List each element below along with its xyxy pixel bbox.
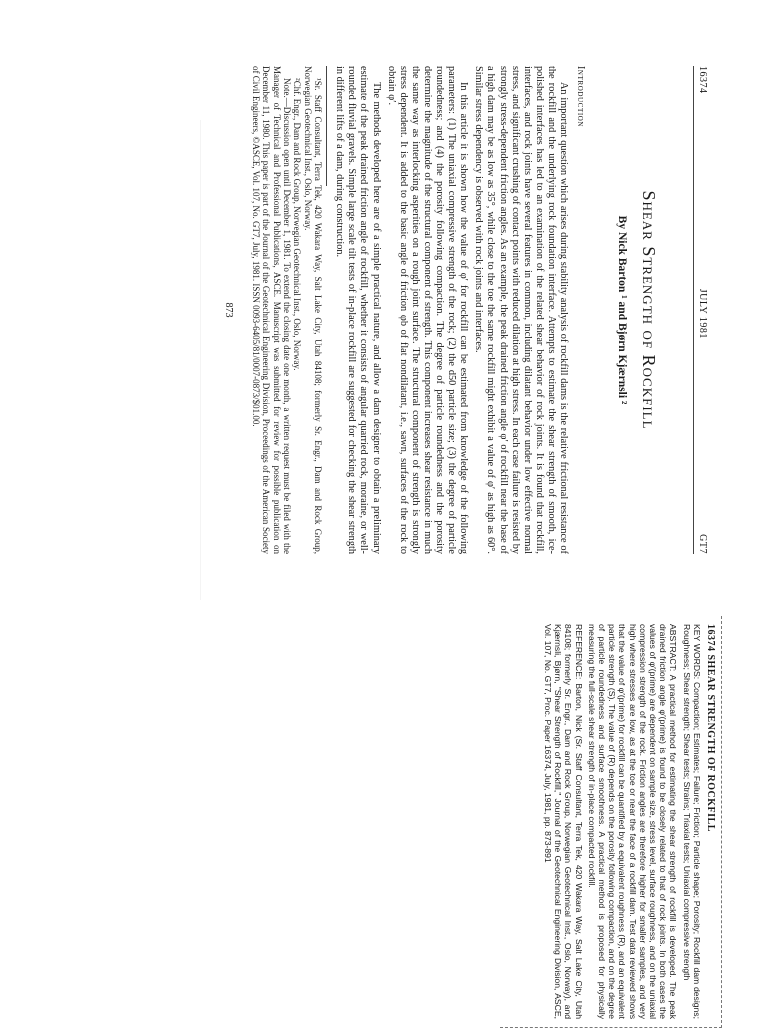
card-title: 16374 SHEAR STRENGTH OF ROCKFILL xyxy=(705,624,716,832)
abstract-card xyxy=(500,616,722,1028)
bleed-through-mark xyxy=(200,120,201,600)
footnote-divider xyxy=(326,66,327,186)
article-page xyxy=(223,0,768,620)
running-head-issue: GT7 xyxy=(697,534,708,554)
section-heading: Introduction xyxy=(575,66,586,128)
card-keywords: KEY WORDS: Compaction; Estimates; Failure; Friction; Particle shape; Porosity; Rockfill dam designs; Roughness; Shear strength; Shear tests; Strains; Triaxial tests; Uniaxial compressive strength xyxy=(681,624,702,1019)
card-abstract: ABSTRACT: A practical method for estimating the shear strength of rockfill is developed. The peak drained friction angle φ′(prime) is found to be closely related to that of rock joints. In both cases the values of φ′(prime) are dependent on sample size, stress level, surface roughness, and on the uniaxial compression strength of the rock. Friction angles are therefore higher for smaller samples, and very high where stresses are low, as at the toe or near the face of a rockfill dam. Test data reviewed shows that the value of φ′(prime) for rockfill can be quantified by a equivalent roughness (R), and an equivalent particle strength (S). The value of (R) depends on the porosity following compaction, and on the degree of particle roundedness and surface smoothness. A practical method is proposed for physically measuring the full-scale shear strength of in-place compacted rockfill. xyxy=(586,624,679,1019)
article-byline: By Nick Barton ¹ and Bjørn Kjærnsli ² xyxy=(616,215,628,405)
running-head-date: JULY 1981 xyxy=(697,288,708,339)
footnote: ²Chf. Engr., Dam and Rock Group, Norwegian Geotechnical Inst., Oslo, Norway. xyxy=(292,78,303,371)
card-reference: REFERENCE: Barton, Nick (Sr. Staff Consultant, Terra Tek, 420 Wakara Way, Salt Lake City, Utah 84108; formerly Sr. Engr., Dam and Rock Group, Norwegian Geotechnical Inst., Oslo, Norway), and Kjærnsli, Bjørn, "Shear Strength of Rockfill," Journal of the Geotechnical Engineering Division, ASCE, Vol. 107, No. GT7, Proc. Paper 16374, July, 1981, pp. 873-891 xyxy=(542,624,584,1019)
page-number: 873 xyxy=(223,302,235,318)
paragraph: The methods developed here are of a simple practical nature, and allow a dam designer to obtain a preliminary estimate of the peak drained friction angle of rockfill, whether it consists of angular quarried rock, moraine, or well-rounded fluvial gravels. Simple large scale tilt tests of in-place rockfill are suggested for checking the shear strength in different lifts of a dam, during construction. xyxy=(334,66,382,554)
running-head xyxy=(693,66,708,554)
footnote: Note.—Discussion open until December 1, 1981. To extend the closing date one month, a written request must be filed with the Manager of Technical and Professional Publications, ASCE. Manuscript was submitted for review for possible publication on December 11, 1980. This paper is part of the Journal of the Geotechnical Engineering Division, Proceedings of the American Society of Civil Engineers, ©ASCE, Vol. 107, No. GT7, July, 1981. ISSN 0093-6405/81/0007-0873/$01.00. xyxy=(250,66,292,554)
footnote: ¹Sr. Staff Consultant, Terra Tek, 420 Wakara Way, Salt Lake City, Utah 84108; formerly Sr. Engr., Dam and Rock Group, Norwegian Geotechnical Inst., Oslo, Norway. xyxy=(302,66,324,554)
paragraph: An important question which arises during stability analysis of rockfill dams is the relative frictional resistance of the rockfill and the underlying rock foundation interface. Attempts to estimate the shear strength of smooth, ice-polished interfaces has led to an examination of the related shear behavior of rock joints. It is found that rockfill, interfaces, and rock joints have several features in common, including dilatant behavior under low effective normal stress, and significant crushing of contact points with reduced dilation at high stress. In each case failure is resisted by strongly stress-dependent friction angles. As an example, the peak drained friction angle φ′ of rockfill near the base of a high dam may be as low as 35°, while close to the toe the same rockfill might exhibit a value of φ′ as high as 60°. Similar stress dependency is observed with rock joints and interfaces. xyxy=(473,66,569,554)
paragraph: In this article it is shown how the value of φ′ for rockfill can be estimated from knowledge of the following parameters: (1) The uniaxial compressive strength of the rock; (2) the d50 particle size; (3) the degree of particle roundedness; and (4) the porosity following compaction. The degree of particle roundedness and the porosity determine the magnitude of the structural component of strength. This component increases shear resistance in much the same way as interlocking asperities on a rough joint surface. The structural component of strength is strongly stress dependent. It is added to the basic angle of friction φb of flat nondilatant, i.e., sawn, surfaces of the rock to obtain φ′. xyxy=(385,66,470,554)
article-title: Shear Strength of Rockfill xyxy=(639,190,659,430)
running-head-number: 16374 xyxy=(697,66,708,94)
